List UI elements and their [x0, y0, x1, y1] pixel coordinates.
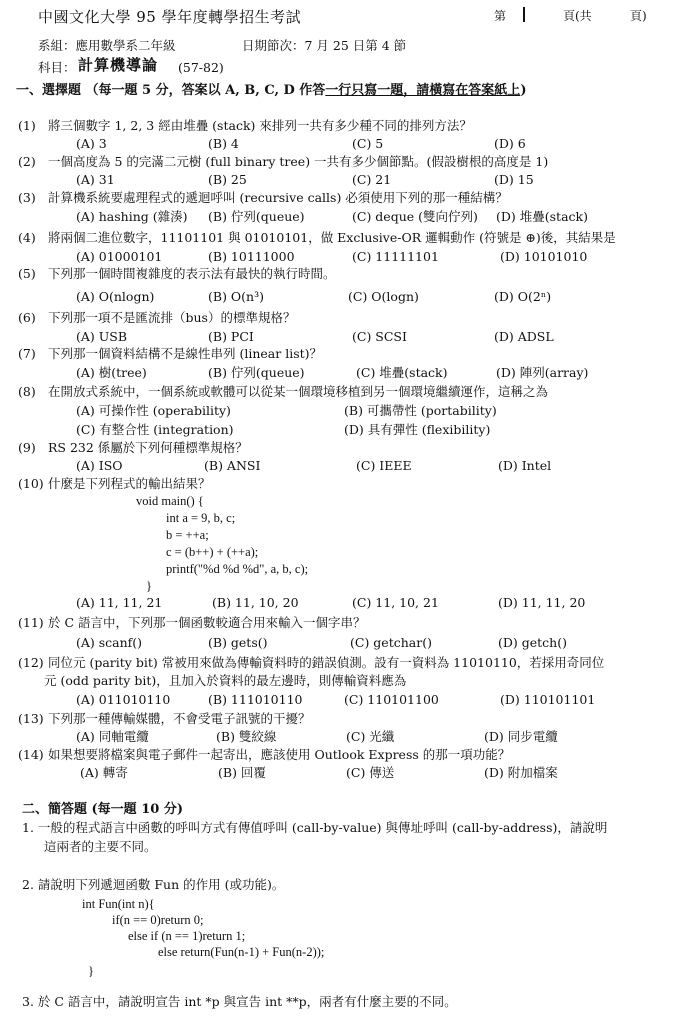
question-number: (2) — [18, 154, 36, 169]
option-c: (C) getchar() — [350, 635, 432, 650]
question-text: 下列那一個資料結構不是線性串列 (linear list)？ — [48, 346, 323, 361]
department-label: 系組：應用數學系二年級 — [38, 38, 176, 53]
exam-title: 中國文化大學 95 學年度轉學招生考試 — [38, 8, 302, 26]
question-text: RS 232 係屬於下列何種標準規格？ — [48, 440, 248, 455]
option-d: (D) 15 — [494, 172, 534, 187]
subject-label: 科目： — [38, 60, 76, 75]
option-c: (C) O(logn) — [348, 289, 419, 304]
question-number: (9) — [18, 440, 36, 455]
option-a: (A) 樹(tree) — [76, 365, 147, 380]
question-7 — [18, 348, 322, 361]
option-b: (B) 回覆 — [218, 765, 266, 780]
question-text: 將兩個二進位數字，11101101 與 01010101，做 Exclusive-OR 邏輯動作 (符號是 ⊕)後，其結果是 — [48, 230, 616, 245]
question-9 — [18, 442, 248, 455]
option-d: (D) Intel — [498, 458, 552, 473]
question-text: 在開放式系統中，一個系統或軟體可以從某一個環境移植到另一個環境繼續運作，這稱之為 — [48, 384, 549, 399]
option-b: (B) 10111000 — [208, 249, 295, 264]
code-line: int Fun(int n){ — [82, 897, 155, 911]
question-text: 如果想要將檔案與電子郵件一起寄出，應該使用 Outlook Express 的那一項功能？ — [48, 747, 511, 762]
option-c: (C) 5 — [352, 136, 384, 151]
code-line: if(n == 0)return 0; — [112, 913, 204, 927]
option-a: (A) 01000101 — [76, 249, 163, 264]
option-b: (B) 佇列(queue) — [208, 365, 305, 380]
option-d: (D) 陣列(array) — [496, 365, 589, 380]
option-b: (B) O(n³) — [208, 289, 264, 304]
question-8 — [18, 386, 548, 399]
question-text: 於 C 語言中，下列那一個函數較適合用來輸入一個字串？ — [48, 615, 366, 630]
question-text: 下列那一種傳輸媒體，不會受電子訊號的干擾？ — [48, 711, 311, 726]
option-a: (A) 3 — [76, 136, 107, 151]
option-b: (B) 雙絞線 — [216, 729, 277, 744]
question-number: (1) — [18, 118, 36, 133]
question-number: (7) — [18, 346, 36, 361]
question-1 — [18, 120, 472, 133]
section1-heading-suffix: ) — [520, 83, 527, 98]
option-d: (D) 堆疊(stack) — [496, 209, 588, 224]
code-line: printf("%d %d %d", a, b, c); — [166, 562, 309, 576]
option-c: (C) 110101100 — [344, 692, 439, 707]
code-line: int a = 9, b, c; — [166, 511, 236, 525]
option-a: (A) 11, 11, 21 — [76, 595, 163, 610]
option-b: (B) 佇列(queue) — [208, 209, 305, 224]
question-text-continued: 元 (odd parity bit)，且加入於資料的最左邊時，則傳輸資料應為 — [44, 673, 407, 688]
question-14 — [18, 749, 510, 762]
option-a: (A) 31 — [76, 172, 115, 187]
page-label-suffix: 頁) — [630, 9, 647, 23]
option-b: (B) ANSI — [204, 458, 261, 473]
option-a: (A) 可操作性 (operability) — [76, 403, 231, 418]
date-label: 日期節次：7 月 25 日第 4 節 — [242, 38, 407, 53]
option-b: (B) 可攜帶性 (portability) — [344, 403, 497, 418]
option-b: (B) 11, 10, 20 — [212, 595, 299, 610]
option-b: (B) 4 — [208, 136, 239, 151]
section1-heading-emphasis: 一行只寫一題，請橫寫在答案紙上 — [325, 83, 521, 98]
subject-value: 計算機導論 — [78, 56, 159, 74]
subject-code: (57-82) — [178, 60, 224, 75]
option-b: (B) 111010110 — [208, 692, 303, 707]
short-answer-1-continued: 這兩者的主要不同。 — [44, 839, 157, 854]
question-number: (10) — [18, 476, 44, 491]
option-a: (A) scanf() — [76, 635, 143, 650]
page-number-mark — [523, 7, 525, 22]
option-c: (C) deque (雙向佇列) — [352, 209, 478, 224]
question-text: 什麼是下列程式的輸出結果？ — [48, 476, 211, 491]
question-text: 一個高度為 5 的完滿二元樹 (full binary tree) 一共有多少個節點。(假設樹根的高度是 1) — [48, 154, 549, 169]
option-a: (A) O(nlogn) — [76, 289, 155, 304]
question-number: (12) — [18, 655, 44, 670]
question-2 — [18, 156, 548, 169]
option-a: (A) ISO — [76, 458, 123, 473]
question-11 — [18, 617, 366, 630]
question-text: 下列那一項不是匯流排（bus）的標準規格？ — [48, 310, 296, 325]
option-a: (A) 011010110 — [76, 692, 171, 707]
option-a: (A) hashing (雜湊) — [76, 209, 188, 224]
question-text: 將三個數字 1, 2, 3 經由堆疊 (stack) 來排列一共有多少種不同的排列方法？ — [48, 118, 472, 133]
option-c: (C) 21 — [352, 172, 392, 187]
option-c: (C) IEEE — [356, 458, 412, 473]
question-number: (13) — [18, 711, 44, 726]
question-13 — [18, 713, 311, 726]
question-number: (5) — [18, 266, 36, 281]
page-label-prefix: 第 — [494, 9, 507, 23]
option-d: (D) O(2ⁿ) — [494, 289, 552, 304]
question-text: 計算機系統要處理程式的遞迴呼叫 (recursive calls) 必須使用下列的那一種結構？ — [48, 190, 508, 205]
short-answer-1: 1. 一般的程式語言中函數的呼叫方式有傳值呼叫 (call-by-value) 與傳址呼叫 (call-by-address)，請說明 — [22, 820, 608, 835]
section1-heading — [16, 84, 526, 97]
short-answer-2: 2. 請說明下列遞迴函數 Fun 的作用 (或功能)。 — [22, 877, 285, 892]
question-4 — [18, 232, 616, 245]
option-d: (D) 6 — [494, 136, 526, 151]
option-c: (C) 傳送 — [346, 765, 395, 780]
option-b: (B) 25 — [208, 172, 247, 187]
question-5 — [18, 268, 336, 281]
option-b: (B) PCI — [208, 329, 254, 344]
option-d: (D) 10101010 — [500, 249, 588, 264]
code-line: c = (b++) + (++a); — [166, 545, 259, 559]
question-10 — [18, 478, 211, 491]
option-c: (C) 11111101 — [352, 249, 439, 264]
code-line: else return(Fun(n-1) + Fun(n-2)); — [158, 945, 325, 959]
option-a: (A) 轉寄 — [80, 765, 128, 780]
code-line: } — [146, 579, 152, 593]
question-number: (8) — [18, 384, 36, 399]
question-number: (4) — [18, 230, 36, 245]
option-c: (C) 有整合性 (integration) — [76, 422, 234, 437]
question-number: (11) — [18, 615, 44, 630]
page-label-middle: 頁(共 — [563, 9, 592, 23]
option-c: (C) 堆疊(stack) — [356, 365, 448, 380]
question-6 — [18, 312, 295, 325]
option-d: (D) 11, 11, 20 — [498, 595, 586, 610]
question-12 — [18, 657, 604, 670]
question-number: (14) — [18, 747, 44, 762]
option-d: (D) 具有彈性 (flexibility) — [344, 422, 491, 437]
question-number: (6) — [18, 310, 36, 325]
option-c: (C) 11, 10, 21 — [352, 595, 439, 610]
code-line: b = ++a; — [166, 528, 209, 542]
option-d: (D) getch() — [498, 635, 567, 650]
option-c: (C) 光纖 — [346, 729, 395, 744]
option-d: (D) 附加檔案 — [484, 765, 558, 780]
option-d: (D) 同步電纜 — [484, 729, 558, 744]
question-text: 下列那一個時間複雜度的表示法有最快的執行時間。 — [48, 266, 336, 281]
option-a: (A) USB — [76, 329, 128, 344]
code-line: else if (n == 1)return 1; — [128, 929, 246, 943]
code-line: } — [88, 964, 94, 978]
question-number: (3) — [18, 190, 36, 205]
question-3 — [18, 192, 508, 205]
short-answer-3: 3. 於 C 語言中，請說明宣告 int *p 與宣告 int **p，兩者有什麼主要的不同。 — [22, 994, 457, 1009]
option-d: (D) ADSL — [494, 329, 554, 344]
option-d: (D) 110101101 — [500, 692, 596, 707]
code-line: void main() { — [136, 494, 204, 508]
section1-heading-prefix: 一、選擇題 （每一題 5 分，答案以 A, B, C, D 作答 — [16, 83, 326, 98]
question-text: 同位元 (parity bit) 常被用來做為傳輸資料時的錯誤偵測。設有一資料為 11010110，若採用奇同位 — [48, 655, 605, 670]
option-b: (B) gets() — [208, 635, 268, 650]
option-a: (A) 同軸電纜 — [76, 729, 149, 744]
option-c: (C) SCSI — [352, 329, 407, 344]
section2-heading: 二、簡答題 (每一題 10 分) — [22, 802, 183, 817]
